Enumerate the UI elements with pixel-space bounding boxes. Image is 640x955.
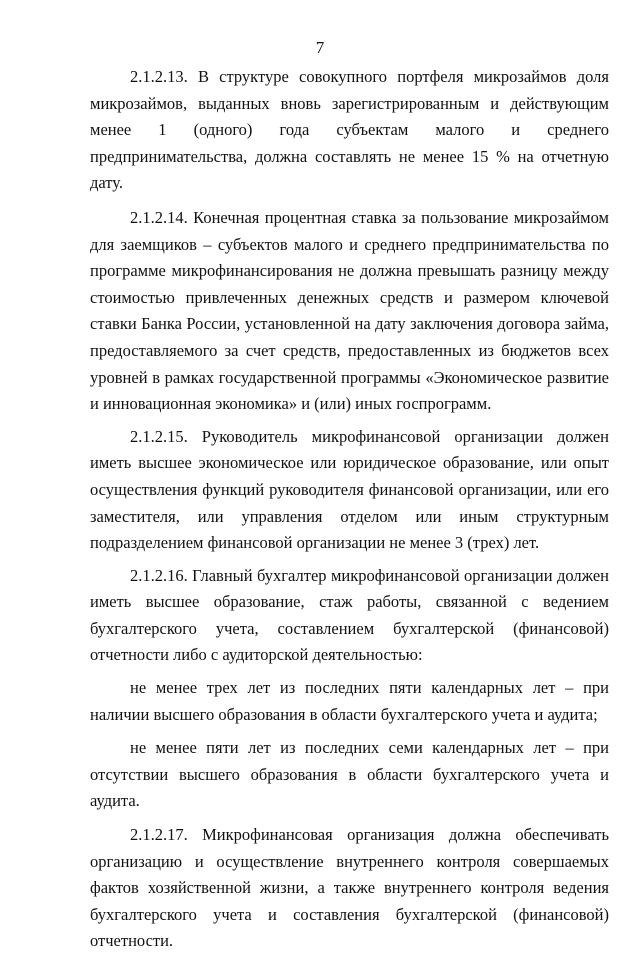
paragraph-2-1-2-16: 2.1.2.16. Главный бухгалтер микрофинансовой организации должен иметь высшее образование, стаж работы, связанной с ведением бухгалтерского учета, составлением бухгалтерской (финансовой) отчетности либо с аудиторской деятельностью: <box>90 565 609 665</box>
paragraph-2-1-2-14: 2.1.2.14. Конечная процентная ставка за пользование микрозаймом для заемщиков – субъектов малого и среднего предпринимательства по программе микрофинансирования не должна превышать разницу между стоимостью привлеченных денежных средств и размером ключевой ставки Банка России, установленной на дату заключения договора займа, предоставляемого за счет средств, предоставленных из бюджетов всех уровней в рамках государственной программы «Экономическое развитие и инновационная экономика» и (или) иных госпрограмм. <box>90 207 609 414</box>
paragraph-requirement-higher-accounting-education: не менее трех лет из последних пяти календарных лет – при наличии высшего образования в области бухгалтерского учета и аудита; <box>90 678 609 724</box>
page-number: 7 <box>315 38 325 57</box>
document-body <box>90 64 609 955</box>
paragraph-2-1-2-13: 2.1.2.13. В структуре совокупного портфеля микрозаймов доля микрозаймов, выданных вновь зарегистрированным и действующим менее 1 (одного) года субъектам малого и среднего предпринимательства, должна составлять не менее 15 % на отчетную дату. <box>90 67 609 193</box>
paragraph-requirement-no-accounting-education: не менее пяти лет из последних семи календарных лет – при отсутствии высшего образования в области бухгалтерского учета и аудита. <box>90 738 609 811</box>
paragraph-2-1-2-17: 2.1.2.17. Микрофинансовая организация должна обеспечивать организацию и осуществление внутреннего контроля совершаемых фактов хозяйственной жизни, а также внутреннего контроля ведения бухгалтерского учета и составления бухгалтерской (финансовой) отчетности. <box>90 825 609 951</box>
paragraph-2-1-2-15: 2.1.2.15. Руководитель микрофинансовой организации должен иметь высшее экономическое или юридическое образование, или опыт осуществления функций руководителя финансовой организации, или его заместителя, или управления отделом или иным структурным подразделением финансовой организации не менее 3 (трех) лет. <box>90 426 609 553</box>
